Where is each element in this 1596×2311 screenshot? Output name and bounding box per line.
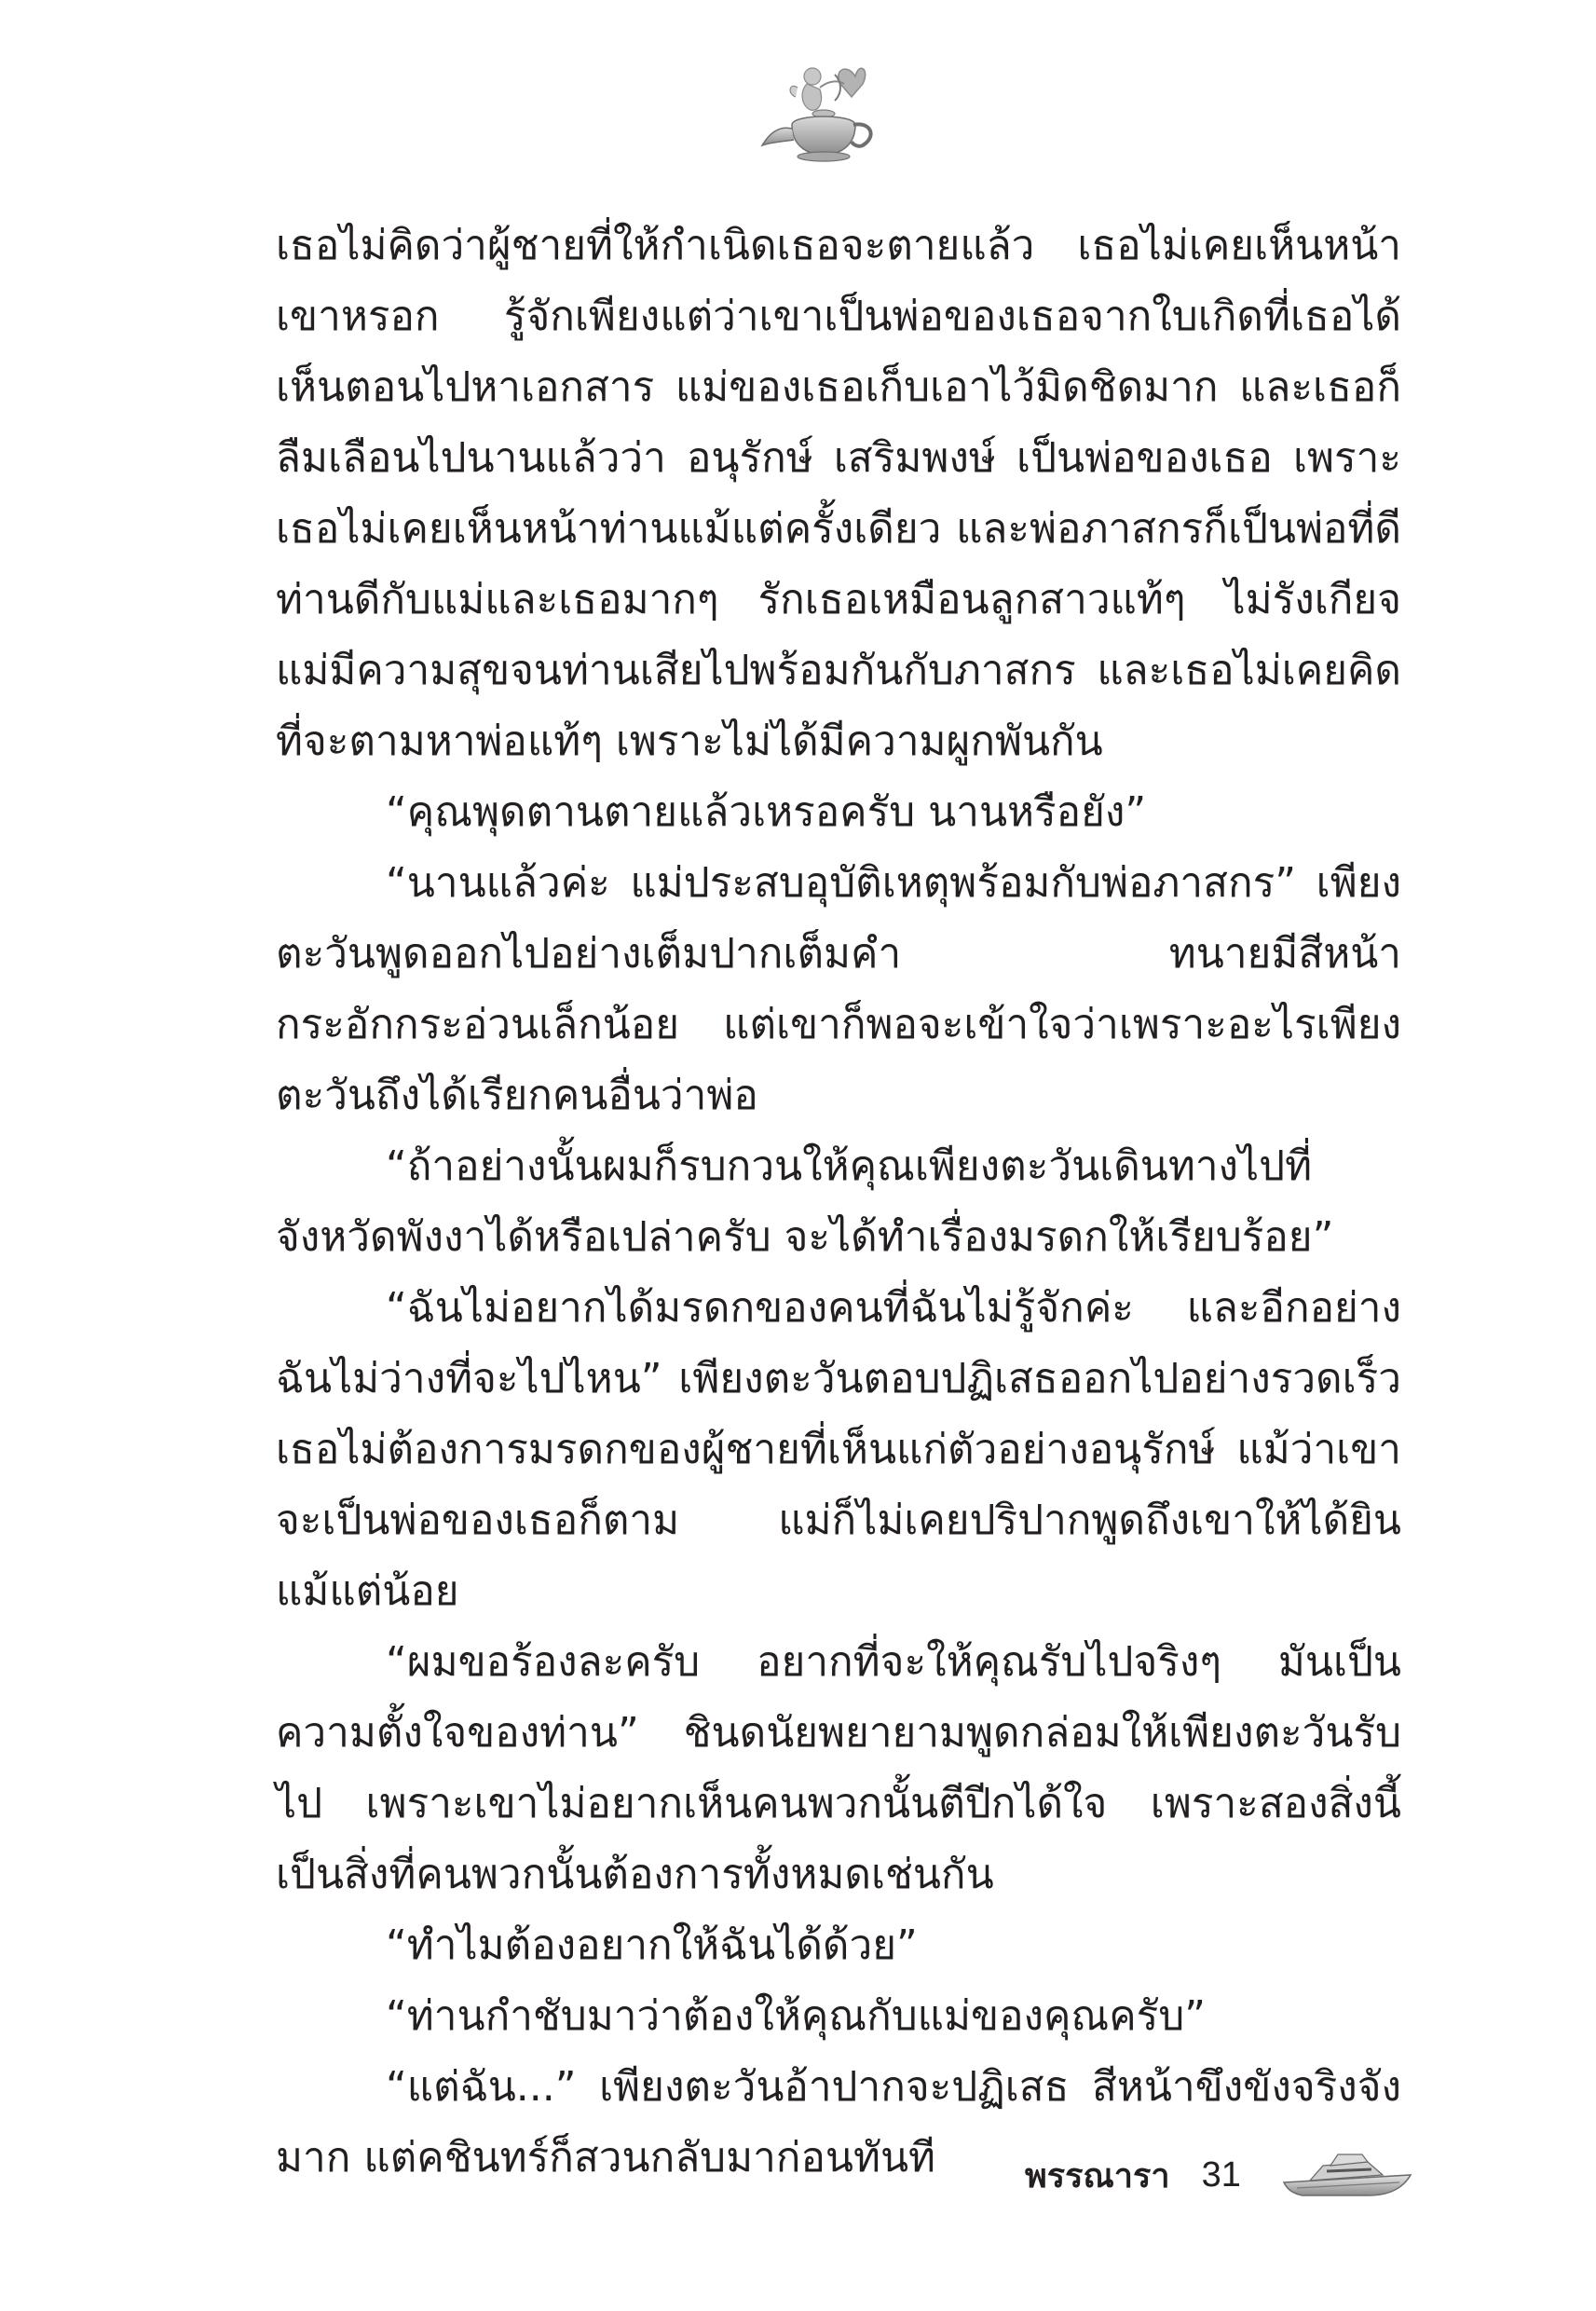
paragraph: “ท่านกำชับมาว่าต้องให้คุณกับแม่ของคุณครับ”: [386, 1992, 1207, 2040]
paragraph: “ฉันไม่อยากได้มรดกของคนที่ฉันไม่รู้จักค่ะ และอีกอย่าง ฉันไม่ว่างที่จะไปไหน” เพียงตะวันตอบปฏิเสธออกไปอย่างรวดเร็ว เธอไม่ต้องการมรดกของผู้ชายที่เห็นแก่ตัวอย่างอนุรักษ์ แม้ว่าเขาจะเป็นพ่อของเธอก็ตาม แม่ก็ไม่เคยปริปากพูดถึงเขาให้ได้ยินแม้แต่น้อย: [276, 1284, 1401, 1615]
cupid-teapot-ornament-icon: [755, 56, 894, 177]
paragraph: “คุณพุดตานตายแล้วเหรอครับ นานหรือยัง”: [386, 788, 1147, 836]
paragraph: “นานแล้วค่ะ แม่ประสบอุบัติเหตุพร้อมกับพ่อภาสกร” เพียงตะวันพูดออกไปอย่างเต็มปากเต็มคำ ทนายมีสีหน้ากระอักกระอ่วนเล็กน้อย แต่เขาก็พอจะเข้าใจว่าเพราะอะไรเพียงตะวันถึงได้เรียกคนอื่นว่าพ่อ: [276, 859, 1401, 1119]
page-number: 31: [1201, 2154, 1241, 2195]
paragraph: “แต่ฉัน...” เพียงตะวันอ้าปากจะปฏิเสธ สีหน้าขึงขังจริงจังมาก แต่คชินทร์ก็สวนกลับมาก่อนทันที: [276, 2063, 1401, 2181]
paragraph: เธอไม่คิดว่าผู้ชายที่ให้กำเนิดเธอจะตายแล้ว เธอไม่เคยเห็นหน้าเขาหรอก รู้จักเพียงแต่ว่าเขาเป็นพ่อของเธอจากใบเกิดที่เธอได้เห็นตอนไปหาเอกสาร แม่ของเธอเก็บเอาไว้มิดชิดมาก และเธอก็ลืมเลือนไปนานแล้วว่า อนุรักษ์ เสริมพงษ์ เป็นพ่อของเธอ เพราะเธอไม่เคยเห็นหน้าท่านแม้แต่ครั้งเดียว และพ่อภาสกรก็เป็นพ่อที่ดี ท่านดีกับแม่และเธอมากๆ รักเธอเหมือนลูกสาวแท้ๆ ไม่รังเกียจ แม่มีความสุขจนท่านเสียไปพร้อมกันกับภาสกร และเธอไม่เคยคิดที่จะตามหาพ่อแท้ๆ เพราะไม่ได้มีความผูกพันกัน: [276, 222, 1401, 765]
page-footer: [1025, 2138, 1418, 2212]
paragraph: “ถ้าอย่างนั้นผมก็รบกวนให้คุณเพียงตะวันเดินทางไปที่จังหวัดพังงาได้หรือเปล่าครับ จะได้ทำเรื่องมรดกให้เรียบร้อย”: [276, 1142, 1334, 1261]
yacht-icon: [1278, 2147, 1418, 2203]
paragraph: “ผมขอร้องละครับ อยากที่จะให้คุณรับไปจริงๆ มันเป็นความตั้งใจของท่าน” ชินดนัยพยายามพูดกล่อมให้เพียงตะวันรับไป เพราะเขาไม่อยากเห็นคนพวกนั้นตีปีกได้ใจ เพราะสองสิ่งนี้เป็นสิ่งที่คนพวกนั้นต้องการทั้งหมดเช่นกัน: [276, 1638, 1401, 1898]
body-text: [276, 211, 1401, 2194]
paragraph: “ทำไมต้องอยากให้ฉันได้ด้วย”: [386, 1921, 918, 1969]
book-title: พรรณารา: [1025, 2156, 1170, 2195]
